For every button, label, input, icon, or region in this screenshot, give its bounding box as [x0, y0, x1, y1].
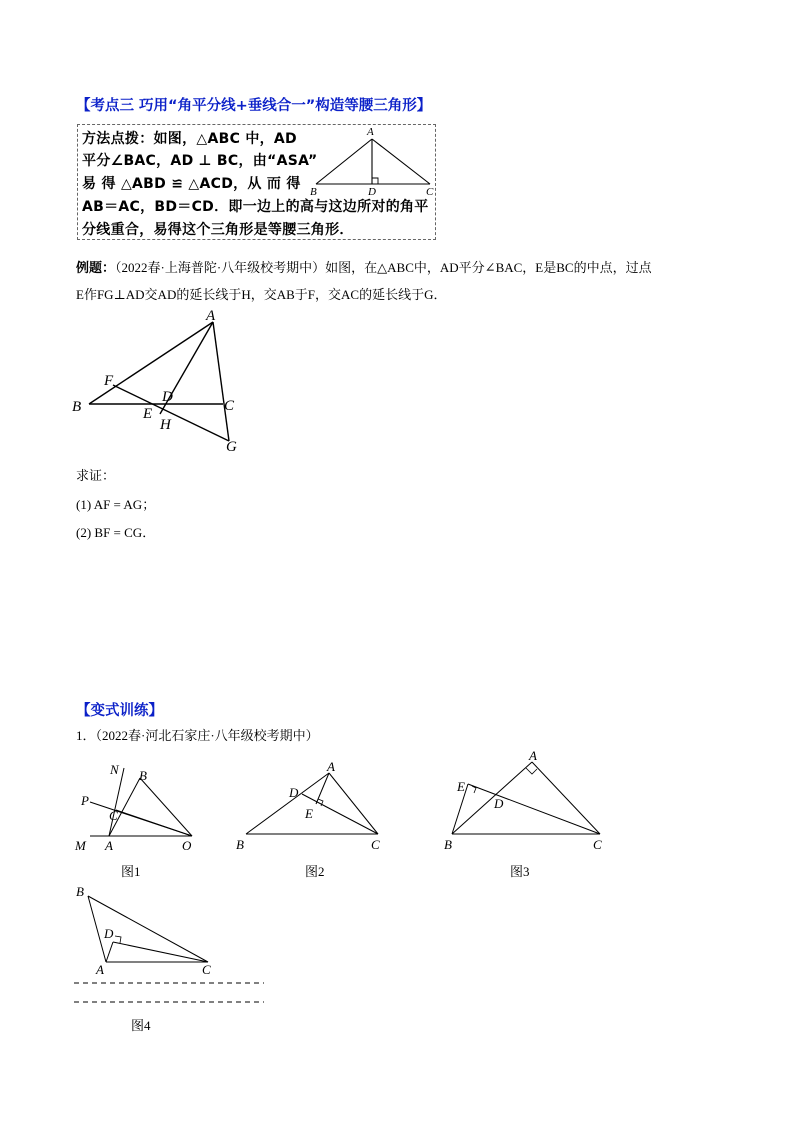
variant-figure-3 — [436, 748, 616, 854]
tip-line-5: 分线重合，易得这个三角形是等腰三角形． — [82, 222, 354, 238]
example-statement-1: （2022春·上海普陀·八年级校考期中）如图，在△ABC中，AD平分∠BAC，E是BC的中点，过点 — [115, 260, 652, 275]
ex-label-c: C — [224, 398, 235, 414]
f4-label-d: D — [104, 926, 114, 941]
figure-1-caption: 图1 — [121, 864, 141, 879]
figure-4-caption: 图4 — [131, 1018, 151, 1033]
tip-line-2: 平分∠BAC，AD ⊥ BC，由“ASA” — [82, 153, 318, 169]
ex-label-f: F — [104, 373, 114, 389]
f3-label-e: E — [457, 779, 465, 794]
ex-label-e: E — [143, 406, 153, 422]
f3-label-b: B — [444, 837, 452, 852]
example-line-1 — [76, 257, 652, 276]
f2-label-b: B — [236, 837, 244, 852]
f4-label-c: C — [202, 962, 211, 977]
f1-label-b: B — [139, 768, 147, 783]
f4-label-a: A — [96, 962, 104, 977]
tip-label-c: C — [426, 186, 434, 198]
f3-label-d: D — [494, 796, 504, 811]
f1-label-p: P — [81, 793, 89, 808]
f2-label-c: C — [371, 837, 380, 852]
prove-heading: 求证： — [76, 468, 116, 483]
example-label: 例题： — [76, 261, 116, 276]
tip-isosceles-figure — [306, 124, 446, 200]
f4-label-b: B — [76, 884, 84, 899]
tip-line-1: 方法点拨：如图，△ABC 中，AD — [82, 131, 297, 147]
tip-label-d: D — [368, 186, 376, 198]
f3-label-a: A — [529, 748, 537, 763]
ex-label-h: H — [160, 417, 171, 433]
f3-label-c: C — [593, 837, 602, 852]
f2-label-e: E — [305, 806, 313, 821]
tip-label-b: B — [310, 186, 317, 198]
question-1: (1) AF = AG； — [76, 497, 156, 512]
f1-label-a: A — [105, 838, 113, 853]
ex-label-g: G — [226, 439, 237, 455]
variant-figure-4 — [66, 878, 266, 1012]
f1-label-m: M — [75, 838, 86, 853]
tip-line-4: AB＝AC，BD＝CD．即一边上的高与这边所对的角平 — [82, 199, 429, 215]
ex-label-b: B — [72, 399, 82, 415]
tip-label-a: A — [367, 126, 374, 138]
variant-figure-1 — [72, 758, 212, 854]
example-line-2: E作FG⊥AD交AD的延长线于H，交AB于F，交AC的延长线于G． — [76, 287, 447, 302]
ex-label-d: D — [162, 389, 173, 405]
variant-figure-2 — [232, 758, 392, 854]
example-triangle-figure — [66, 305, 256, 457]
tip-line-3: 易 得 △ABD ≌ △ACD，从 而 得 — [82, 176, 301, 192]
f2-label-d: D — [289, 785, 299, 800]
ex-label-a: A — [206, 308, 216, 324]
variant-title: 【变式训练】 — [76, 703, 163, 719]
section-title: 【考点三 巧用“角平分线+垂线合一”构造等腰三角形】 — [76, 98, 432, 114]
f2-label-a: A — [327, 759, 335, 774]
f1-label-c: C — [109, 808, 118, 823]
question-2: (2) BF = CG． — [76, 525, 156, 540]
f1-label-o: O — [182, 838, 192, 853]
figure-3-caption: 图3 — [510, 864, 530, 879]
f1-label-n: N — [110, 762, 119, 777]
figure-2-caption: 图2 — [305, 864, 325, 879]
variant-problem-1: 1．（2022春·河北石家庄·八年级校考期中） — [76, 728, 319, 743]
